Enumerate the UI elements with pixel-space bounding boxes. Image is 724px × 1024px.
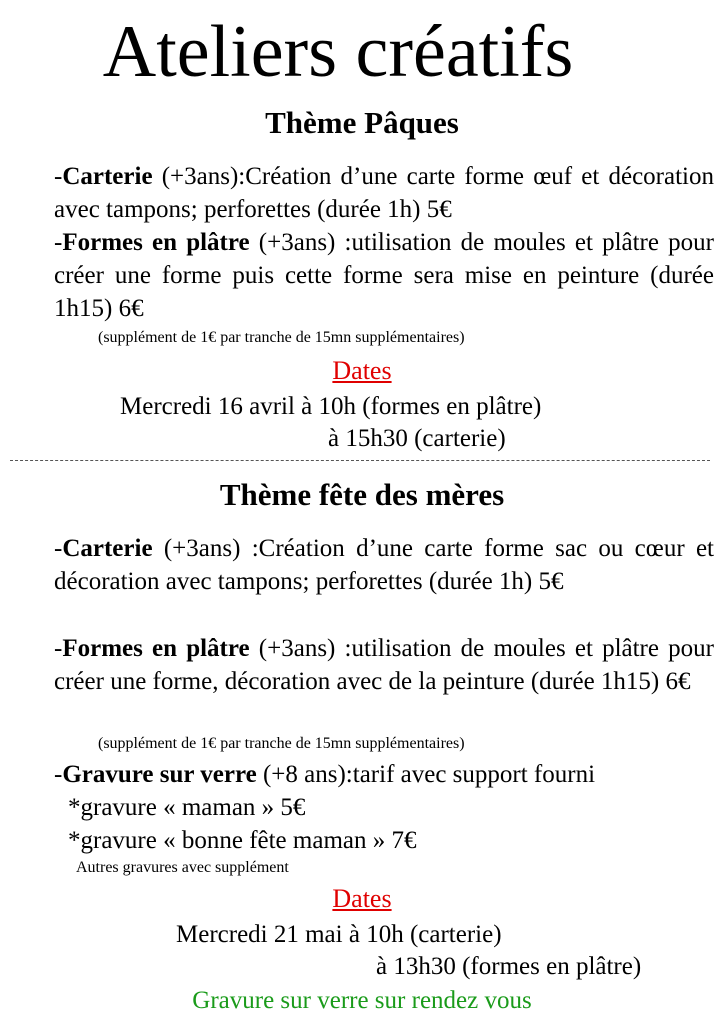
- dates-label: Dates: [332, 356, 392, 385]
- item-name: Carterie: [62, 163, 153, 190]
- item-description: (+3ans) :utilisation de moules et plâtre pour créer une forme puis cette forme sera mise en peinture (durée 1h15) 6€: [54, 229, 714, 322]
- dates-label: Dates: [332, 884, 392, 913]
- item-name: Formes en plâtre: [62, 229, 250, 256]
- engraving-option: *gravure « maman » 5€: [68, 794, 306, 821]
- item-description: (+8 ans):tarif avec support fourni: [256, 761, 596, 788]
- item-description: (+3ans):Création d’une carte forme œuf et décoration avec tampons; perforettes (durée 1h) 5€: [54, 163, 714, 223]
- item-platre-mothers: -Formes en plâtre (+3ans) :utilisation de moules et plâtre pour créer une forme, décoration avec de la peinture (durée 1h15) 6€: [54, 635, 714, 695]
- item-carterie-easter: -Carterie (+3ans):Création d’une carte forme œuf et décoration avec tampons; perforettes (durée 1h) 5€: [54, 163, 714, 223]
- date-line: à 13h30 (formes en plâtre): [376, 953, 642, 980]
- date-line: Mercredi 16 avril à 10h (formes en plâtre): [120, 393, 542, 420]
- item-platre-easter: -Formes en plâtre (+3ans) :utilisation de moules et plâtre pour créer une forme puis cette forme sera mise en peinture (durée 1h15) 6€: [54, 229, 714, 322]
- supplement-note: (supplément de 1€ par tranche de 15mn supplémentaires): [98, 329, 465, 346]
- dates-heading: [0, 354, 724, 388]
- item-name: Formes en plâtre: [62, 635, 250, 662]
- item-carterie-mothers: -Carterie (+3ans) :Création d’une carte forme sac ou cœur et décoration avec tampons; perforettes (durée 1h) 5€: [54, 535, 714, 595]
- item-name: Carterie: [62, 535, 153, 562]
- item-description: (+3ans) :utilisation de moules et plâtre pour créer une forme, décoration avec de la peinture (durée 1h15) 6€: [54, 635, 714, 695]
- engraving-option: *gravure « bonne fête maman » 7€: [68, 827, 417, 854]
- date-line: à 15h30 (carterie): [328, 425, 506, 452]
- supplement-note: (supplément de 1€ par tranche de 15mn supplémentaires): [98, 735, 465, 752]
- item-name: Gravure sur verre: [62, 761, 257, 788]
- item-gravure: -Gravure sur verre (+8 ans):tarif avec support fourni: [54, 761, 596, 788]
- page-title: Ateliers créatifs: [102, 11, 574, 93]
- date-line: Mercredi 21 mai à 10h (carterie): [176, 921, 502, 948]
- appointment-note: Gravure sur verre sur rendez vous: [192, 987, 532, 1014]
- other-engravings-note: Autres gravures avec supplément: [76, 859, 289, 876]
- item-description: (+3ans) :Création d’une carte forme sac ou cœur et décoration avec tampons; perforettes (durée 1h) 5€: [54, 535, 714, 595]
- dates-heading: [0, 882, 724, 916]
- section-divider: [10, 460, 710, 461]
- theme-heading-mothers-day: Thème fête des mères: [219, 477, 505, 512]
- theme-heading-easter: Thème Pâques: [265, 105, 459, 140]
